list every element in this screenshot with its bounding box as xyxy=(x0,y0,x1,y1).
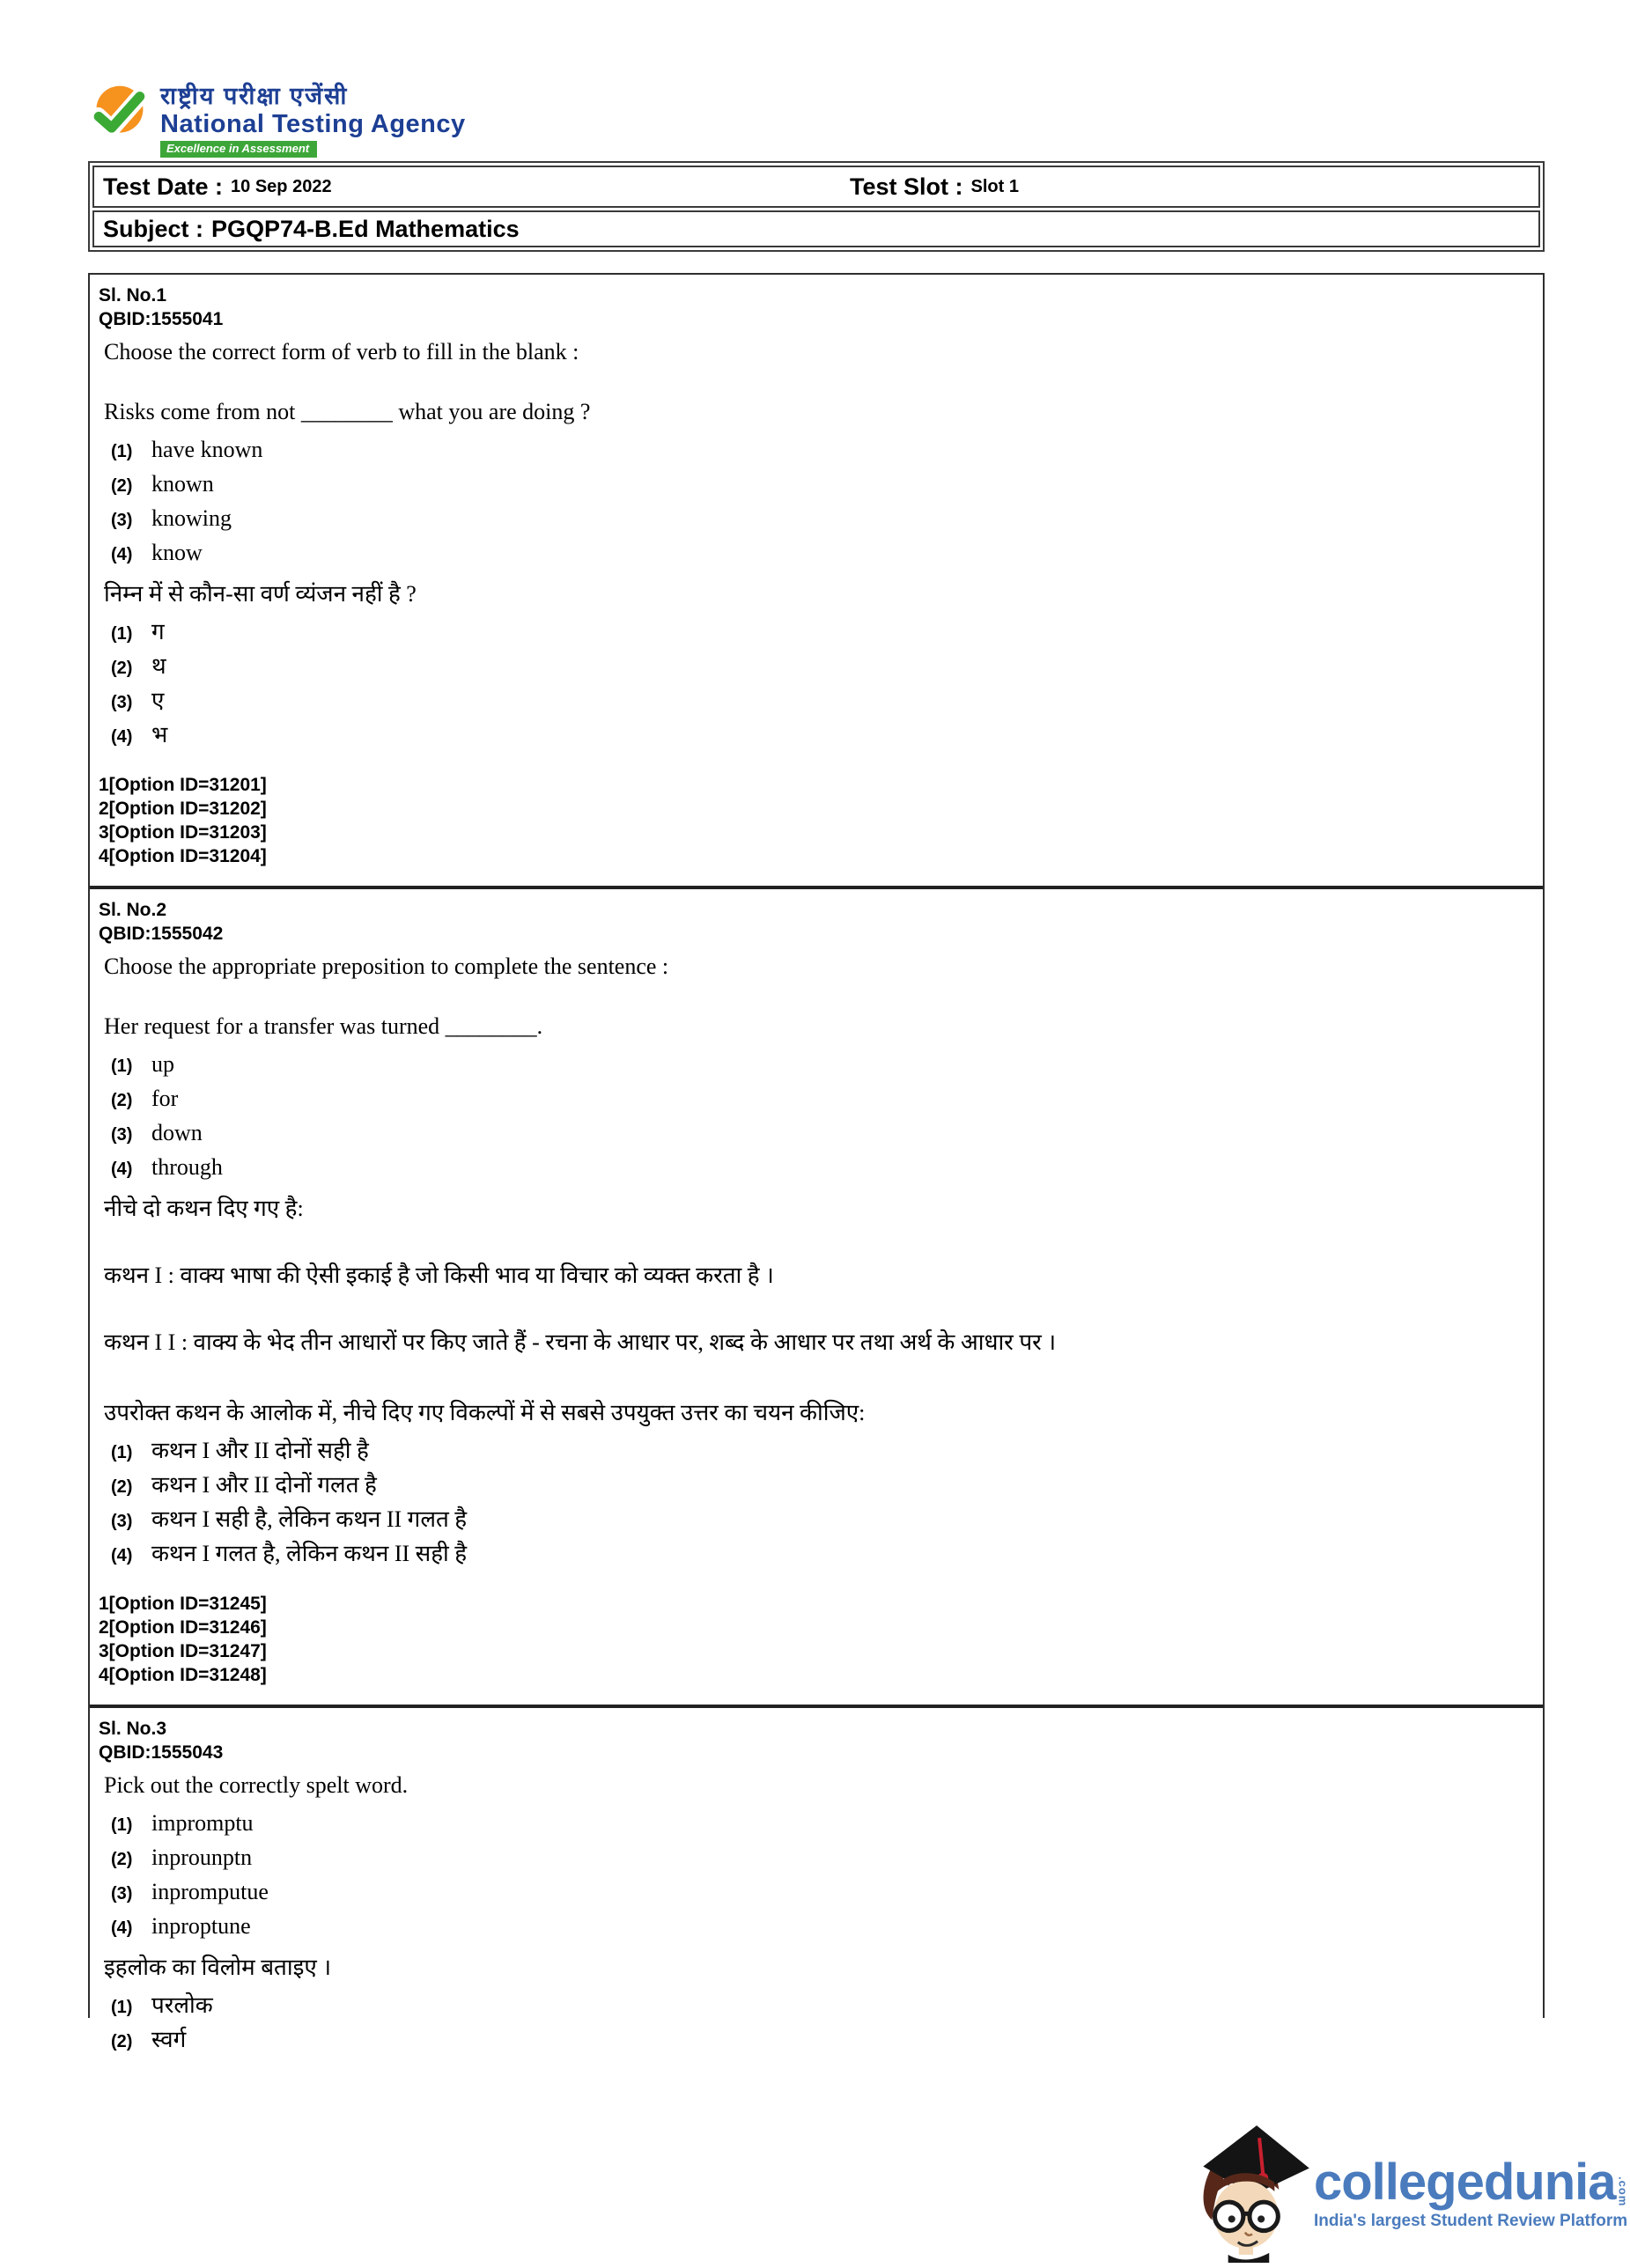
option-id-line: 2[Option ID=31202] xyxy=(99,799,267,819)
question-2-statement-2: कथन I I : वाक्य के भेद तीन आधारों पर किए जाते हैं - रचना के आधार पर, शब्द के आधार पर तथा अर्थ के आधार पर । xyxy=(104,1329,1057,1355)
option-number: (3) xyxy=(111,511,133,530)
option-text: knowing xyxy=(151,505,232,531)
subject-value: PGQP74-B.Ed Mathematics xyxy=(211,215,520,242)
option-row xyxy=(111,540,1529,566)
option-id-line: 4[Option ID=31248] xyxy=(99,1665,267,1685)
question-2-hindi-intro: नीचे दो कथन दिए गए है: xyxy=(104,1196,304,1221)
option-row xyxy=(111,1992,1529,2019)
option-text: कथन I और II दोनों सही है xyxy=(151,1438,369,1463)
option-text: कथन I और II दोनों गलत है xyxy=(151,1472,377,1498)
option-row xyxy=(111,688,1529,714)
test-date-value: 10 Sep 2022 xyxy=(231,176,332,196)
nta-hindi-name: राष्ट्रीय परीक्षा एजेंसी xyxy=(160,83,349,109)
question-3-english-options xyxy=(99,1810,1529,1940)
option-text: inproptune xyxy=(151,1913,251,1939)
test-date-row xyxy=(92,166,1540,208)
test-slot-group xyxy=(850,167,1019,206)
question-2-intro: Choose the appropriate preposition to complete the sentence : xyxy=(104,954,669,979)
question-2-closing: उपरोक्त कथन के आलोक में, नीचे दिए गए विकल्पों में से सबसे उपयुक्त उत्तर का चयन कीजिए: xyxy=(104,1400,866,1425)
option-row xyxy=(111,2027,1529,2053)
option-number: (1) xyxy=(111,1815,133,1835)
option-text: known xyxy=(151,471,214,497)
question-3 xyxy=(90,1705,1543,2079)
option-row xyxy=(111,722,1529,748)
option-text: impromptu xyxy=(151,1810,254,1836)
question-2-qbid: QBID:1555042 xyxy=(99,924,224,944)
option-row xyxy=(111,653,1529,680)
collegedunia-text-block xyxy=(1314,2154,1630,2231)
option-number: (2) xyxy=(111,476,133,496)
option-number: (1) xyxy=(111,442,133,461)
question-1-serial: Sl. No.1 xyxy=(99,285,167,306)
option-row xyxy=(111,1051,1529,1078)
question-3-hindi-intro: इहलोक का विलोम बताइए । xyxy=(104,1955,332,1980)
option-text: up xyxy=(151,1051,174,1077)
question-1 xyxy=(90,275,1543,886)
option-text: ए xyxy=(151,688,165,713)
nta-circle-check-icon xyxy=(91,83,147,144)
option-number: (2) xyxy=(111,1477,133,1497)
option-number: (1) xyxy=(111,1998,133,2017)
option-number: (4) xyxy=(111,1160,133,1179)
option-text: know xyxy=(151,540,203,565)
option-text: inpromputue xyxy=(151,1879,269,1904)
option-number: (3) xyxy=(111,1512,133,1531)
option-text: भ xyxy=(151,722,168,747)
question-2-hindi-options xyxy=(99,1438,1529,1567)
question-1-option-ids xyxy=(99,773,1529,868)
test-slot-label: Test Slot : xyxy=(850,173,963,200)
question-3-serial: Sl. No.3 xyxy=(99,1719,167,1739)
option-row xyxy=(111,1120,1529,1146)
option-id-line: 3[Option ID=31203] xyxy=(99,822,267,843)
question-1-hindi-intro: निम्न में से कौन-सा वर्ण व्यंजन नहीं है ? xyxy=(104,581,417,607)
option-row xyxy=(111,1438,1529,1464)
nta-tagline-badge: Excellence in Assessment xyxy=(160,141,317,158)
nta-text-block xyxy=(160,83,466,158)
question-3-qbid: QBID:1555043 xyxy=(99,1742,224,1763)
option-id-line: 1[Option ID=31245] xyxy=(99,1594,267,1614)
collegedunia-mascot-icon xyxy=(1194,2120,1310,2267)
question-1-qbid: QBID:1555041 xyxy=(99,309,224,329)
option-row xyxy=(111,437,1529,463)
option-row xyxy=(111,1541,1529,1567)
option-text: स्वर्ग xyxy=(151,2027,187,2052)
option-text: थ xyxy=(151,653,166,679)
option-row xyxy=(111,1845,1529,1871)
option-number: (1) xyxy=(111,624,133,644)
question-1-hindi-options xyxy=(99,619,1529,748)
collegedunia-wordmark: collegedunia xyxy=(1314,2154,1616,2211)
nta-logo xyxy=(91,83,466,158)
test-date-label: Test Date : xyxy=(103,173,224,200)
option-number: (2) xyxy=(111,1850,133,1869)
option-row xyxy=(111,1472,1529,1498)
option-number: (4) xyxy=(111,727,133,747)
option-number: (3) xyxy=(111,693,133,712)
option-number: (1) xyxy=(111,1057,133,1076)
question-3-intro: Pick out the correctly spelt word. xyxy=(104,1772,409,1798)
exam-header-box xyxy=(88,161,1545,252)
collegedunia-logo xyxy=(1194,2120,1629,2267)
option-row xyxy=(111,1506,1529,1533)
option-number: (1) xyxy=(111,1443,133,1462)
collegedunia-dotcom: .com xyxy=(1616,2176,1630,2206)
option-number: (4) xyxy=(111,1918,133,1938)
option-row xyxy=(111,1154,1529,1181)
option-text: परलोक xyxy=(151,1992,213,2018)
option-id-line: 4[Option ID=31204] xyxy=(99,846,267,866)
option-text: for xyxy=(151,1086,179,1111)
question-1-english-options xyxy=(99,437,1529,566)
option-row xyxy=(111,1810,1529,1837)
option-row xyxy=(111,1086,1529,1112)
option-number: (4) xyxy=(111,545,133,564)
subject-label: Subject : xyxy=(103,215,204,242)
option-number: (2) xyxy=(111,1091,133,1110)
option-number: (3) xyxy=(111,1884,133,1904)
option-number: (2) xyxy=(111,659,133,678)
questions-container xyxy=(88,273,1545,2052)
question-2-serial: Sl. No.2 xyxy=(99,900,167,920)
option-id-line: 1[Option ID=31201] xyxy=(99,775,267,795)
subject-row xyxy=(92,210,1540,247)
option-text: inprounptn xyxy=(151,1845,253,1870)
question-1-sentence: Risks come from not ________ what you are doing ? xyxy=(104,399,591,424)
option-row xyxy=(111,471,1529,497)
option-number: (3) xyxy=(111,1125,133,1145)
test-slot-value: Slot 1 xyxy=(970,176,1019,196)
option-text: कथन I सही है, लेकिन कथन II गलत है xyxy=(151,1506,468,1532)
question-2-option-ids xyxy=(99,1592,1529,1687)
option-row xyxy=(111,619,1529,645)
option-number: (4) xyxy=(111,1546,133,1565)
collegedunia-tagline: India's largest Student Review Platform xyxy=(1314,2212,1628,2230)
option-text: ग xyxy=(151,619,165,644)
option-text: down xyxy=(151,1120,203,1145)
option-text: through xyxy=(151,1154,223,1180)
option-text: have known xyxy=(151,437,263,462)
question-3-hindi-options xyxy=(99,1992,1529,2053)
question-2-english-options xyxy=(99,1051,1529,1181)
option-row xyxy=(111,1913,1529,1940)
option-text: कथन I गलत है, लेकिन कथन II सही है xyxy=(151,1541,468,1566)
question-2-statement-1: कथन I : वाक्य भाषा की ऐसी इकाई है जो किसी भाव या विचार को व्यक्त करता है । xyxy=(104,1263,774,1288)
nta-english-name: National Testing Agency xyxy=(160,110,466,138)
option-id-line: 2[Option ID=31246] xyxy=(99,1617,267,1638)
option-id-line: 3[Option ID=31247] xyxy=(99,1641,267,1661)
question-2 xyxy=(90,886,1543,1705)
option-row xyxy=(111,1879,1529,1905)
question-2-sentence: Her request for a transfer was turned ________. xyxy=(104,1013,543,1039)
question-1-intro: Choose the correct form of verb to fill in the blank : xyxy=(104,339,579,364)
option-number: (2) xyxy=(111,2032,133,2051)
option-row xyxy=(111,505,1529,532)
